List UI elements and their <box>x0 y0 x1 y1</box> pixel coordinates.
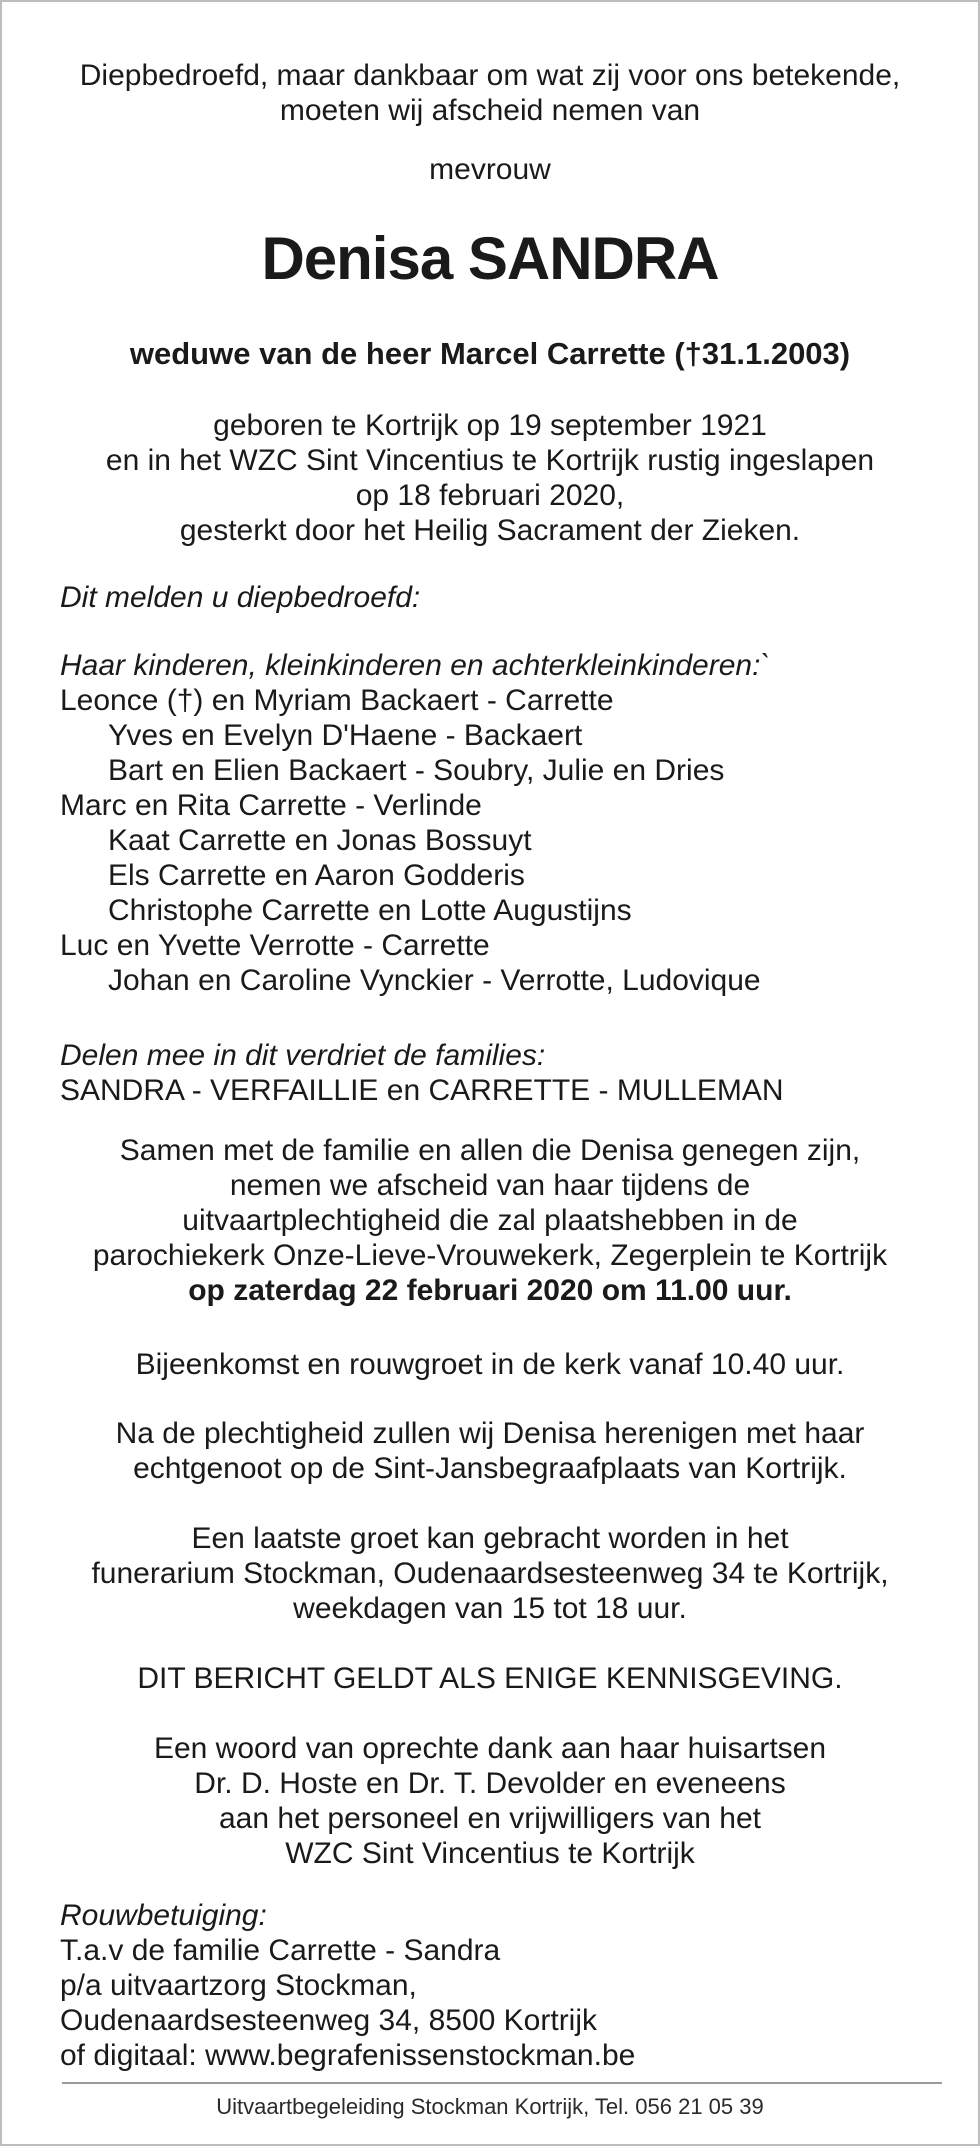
burial-info <box>2 1416 978 1486</box>
children-list <box>60 648 938 998</box>
thanks-line: WZC Sint Vincentius te Kortrijk <box>285 1837 695 1870</box>
birth-line: en in het WZC Sint Vincentius te Kortrijk rustig ingeslapen <box>105 444 875 477</box>
thanks-line: Een woord van oprechte dank aan haar huisartsen <box>153 1732 827 1765</box>
burial-line: echtgenoot op de Sint-Jansbegraafplaats van Kortrijk. <box>133 1452 847 1485</box>
viewing-line: Een laatste groet kan gebracht worden in het <box>191 1522 789 1555</box>
funeral-line: uitvaartplechtigheid die zal plaatshebben in de <box>182 1204 798 1237</box>
thanks-section <box>2 1731 978 1871</box>
condolences-heading: Rouwbetuiging: <box>60 1899 267 1932</box>
viewing-info <box>2 1521 978 1626</box>
birth-line: op 18 februari 2020, <box>355 479 625 512</box>
condolences-line: T.a.v de familie Carrette - Sandra <box>60 1934 501 1967</box>
list-item: Yves en Evelyn D'Haene - Backaert <box>108 719 583 752</box>
families-heading: Delen mee in dit verdriet de families: <box>60 1039 546 1072</box>
intro-line: Diepbedroefd, maar dankbaar om wat zij voor ons betekende, <box>79 59 901 92</box>
list-item: Bart en Elien Backaert - Soubry, Julie en Dries <box>108 754 725 787</box>
families-names: SANDRA - VERFAILLIE en CARRETTE - MULLEMAN <box>60 1074 784 1107</box>
only-notice: DIT BERICHT GELDT ALS ENIGE KENNISGEVING. <box>137 1662 843 1695</box>
footer-text: Uitvaartbegeleiding Stockman Kortrijk, Tel. 056 21 05 39 <box>216 2094 764 2119</box>
deceased-name: Denisa SANDRA <box>261 225 719 292</box>
condolences-line: p/a uitvaartzorg Stockman, <box>60 1969 417 2002</box>
funeral-details <box>2 1133 978 1308</box>
intro-line: moeten wij afscheid nemen van <box>279 94 701 127</box>
title-prefix: mevrouw <box>429 153 551 186</box>
birth-death-details <box>2 408 978 548</box>
viewing-line: funerarium Stockman, Oudenaardsesteenweg 34 te Kortrijk, <box>91 1557 889 1590</box>
intro-text <box>2 58 978 128</box>
list-item: Kaat Carrette en Jonas Bossuyt <box>108 824 532 857</box>
announce-label: Dit melden u diepbedroefd: <box>60 581 421 614</box>
list-item: Christophe Carrette en Lotte Augustijns <box>108 894 632 927</box>
list-item: Marc en Rita Carrette - Verlinde <box>60 789 482 822</box>
condolences-line: Oudenaardsesteenweg 34, 8500 Kortrijk <box>60 2004 598 2037</box>
birth-line: gesterkt door het Heilig Sacrament der Zieken. <box>179 514 801 547</box>
meeting-info: Bijeenkomst en rouwgroet in de kerk vanaf 10.40 uur. <box>135 1348 845 1381</box>
widow-line: weduwe van de heer Marcel Carrette (†31.1.2003) <box>129 336 851 371</box>
birth-line: geboren te Kortrijk op 19 september 1921 <box>213 409 767 442</box>
burial-line: Na de plechtigheid zullen wij Denisa herenigen met haar <box>115 1417 865 1450</box>
children-heading: Haar kinderen, kleinkinderen en achterkleinkinderen:` <box>60 649 771 682</box>
funeral-date: op zaterdag 22 februari 2020 om 11.00 uur. <box>188 1274 792 1307</box>
thanks-line: Dr. D. Hoste en Dr. T. Devolder en eveneens <box>194 1767 786 1800</box>
thanks-line: aan het personeel en vrijwilligers van het <box>219 1802 761 1835</box>
list-item: Els Carrette en Aaron Godderis <box>108 859 525 892</box>
condolences-section <box>60 1898 635 2073</box>
list-item: Johan en Caroline Vynckier - Verrotte, Ludovique <box>108 964 761 997</box>
list-item: Luc en Yvette Verrotte - Carrette <box>60 929 490 962</box>
viewing-line: weekdagen van 15 tot 18 uur. <box>293 1592 687 1625</box>
funeral-line: nemen we afscheid van haar tijdens de <box>229 1169 751 1202</box>
list-item: Leonce (†) en Myriam Backaert - Carrette <box>60 684 614 717</box>
footer-divider <box>62 2082 942 2084</box>
condolences-website: of digitaal: www.begrafenissenstockman.be <box>60 2039 636 2072</box>
funeral-line: parochiekerk Onze-Lieve-Vrouwekerk, Zegerplein te Kortrijk <box>92 1239 888 1272</box>
families-section <box>60 1038 784 1108</box>
funeral-line: Samen met de familie en allen die Denisa genegen zijn, <box>119 1134 861 1167</box>
